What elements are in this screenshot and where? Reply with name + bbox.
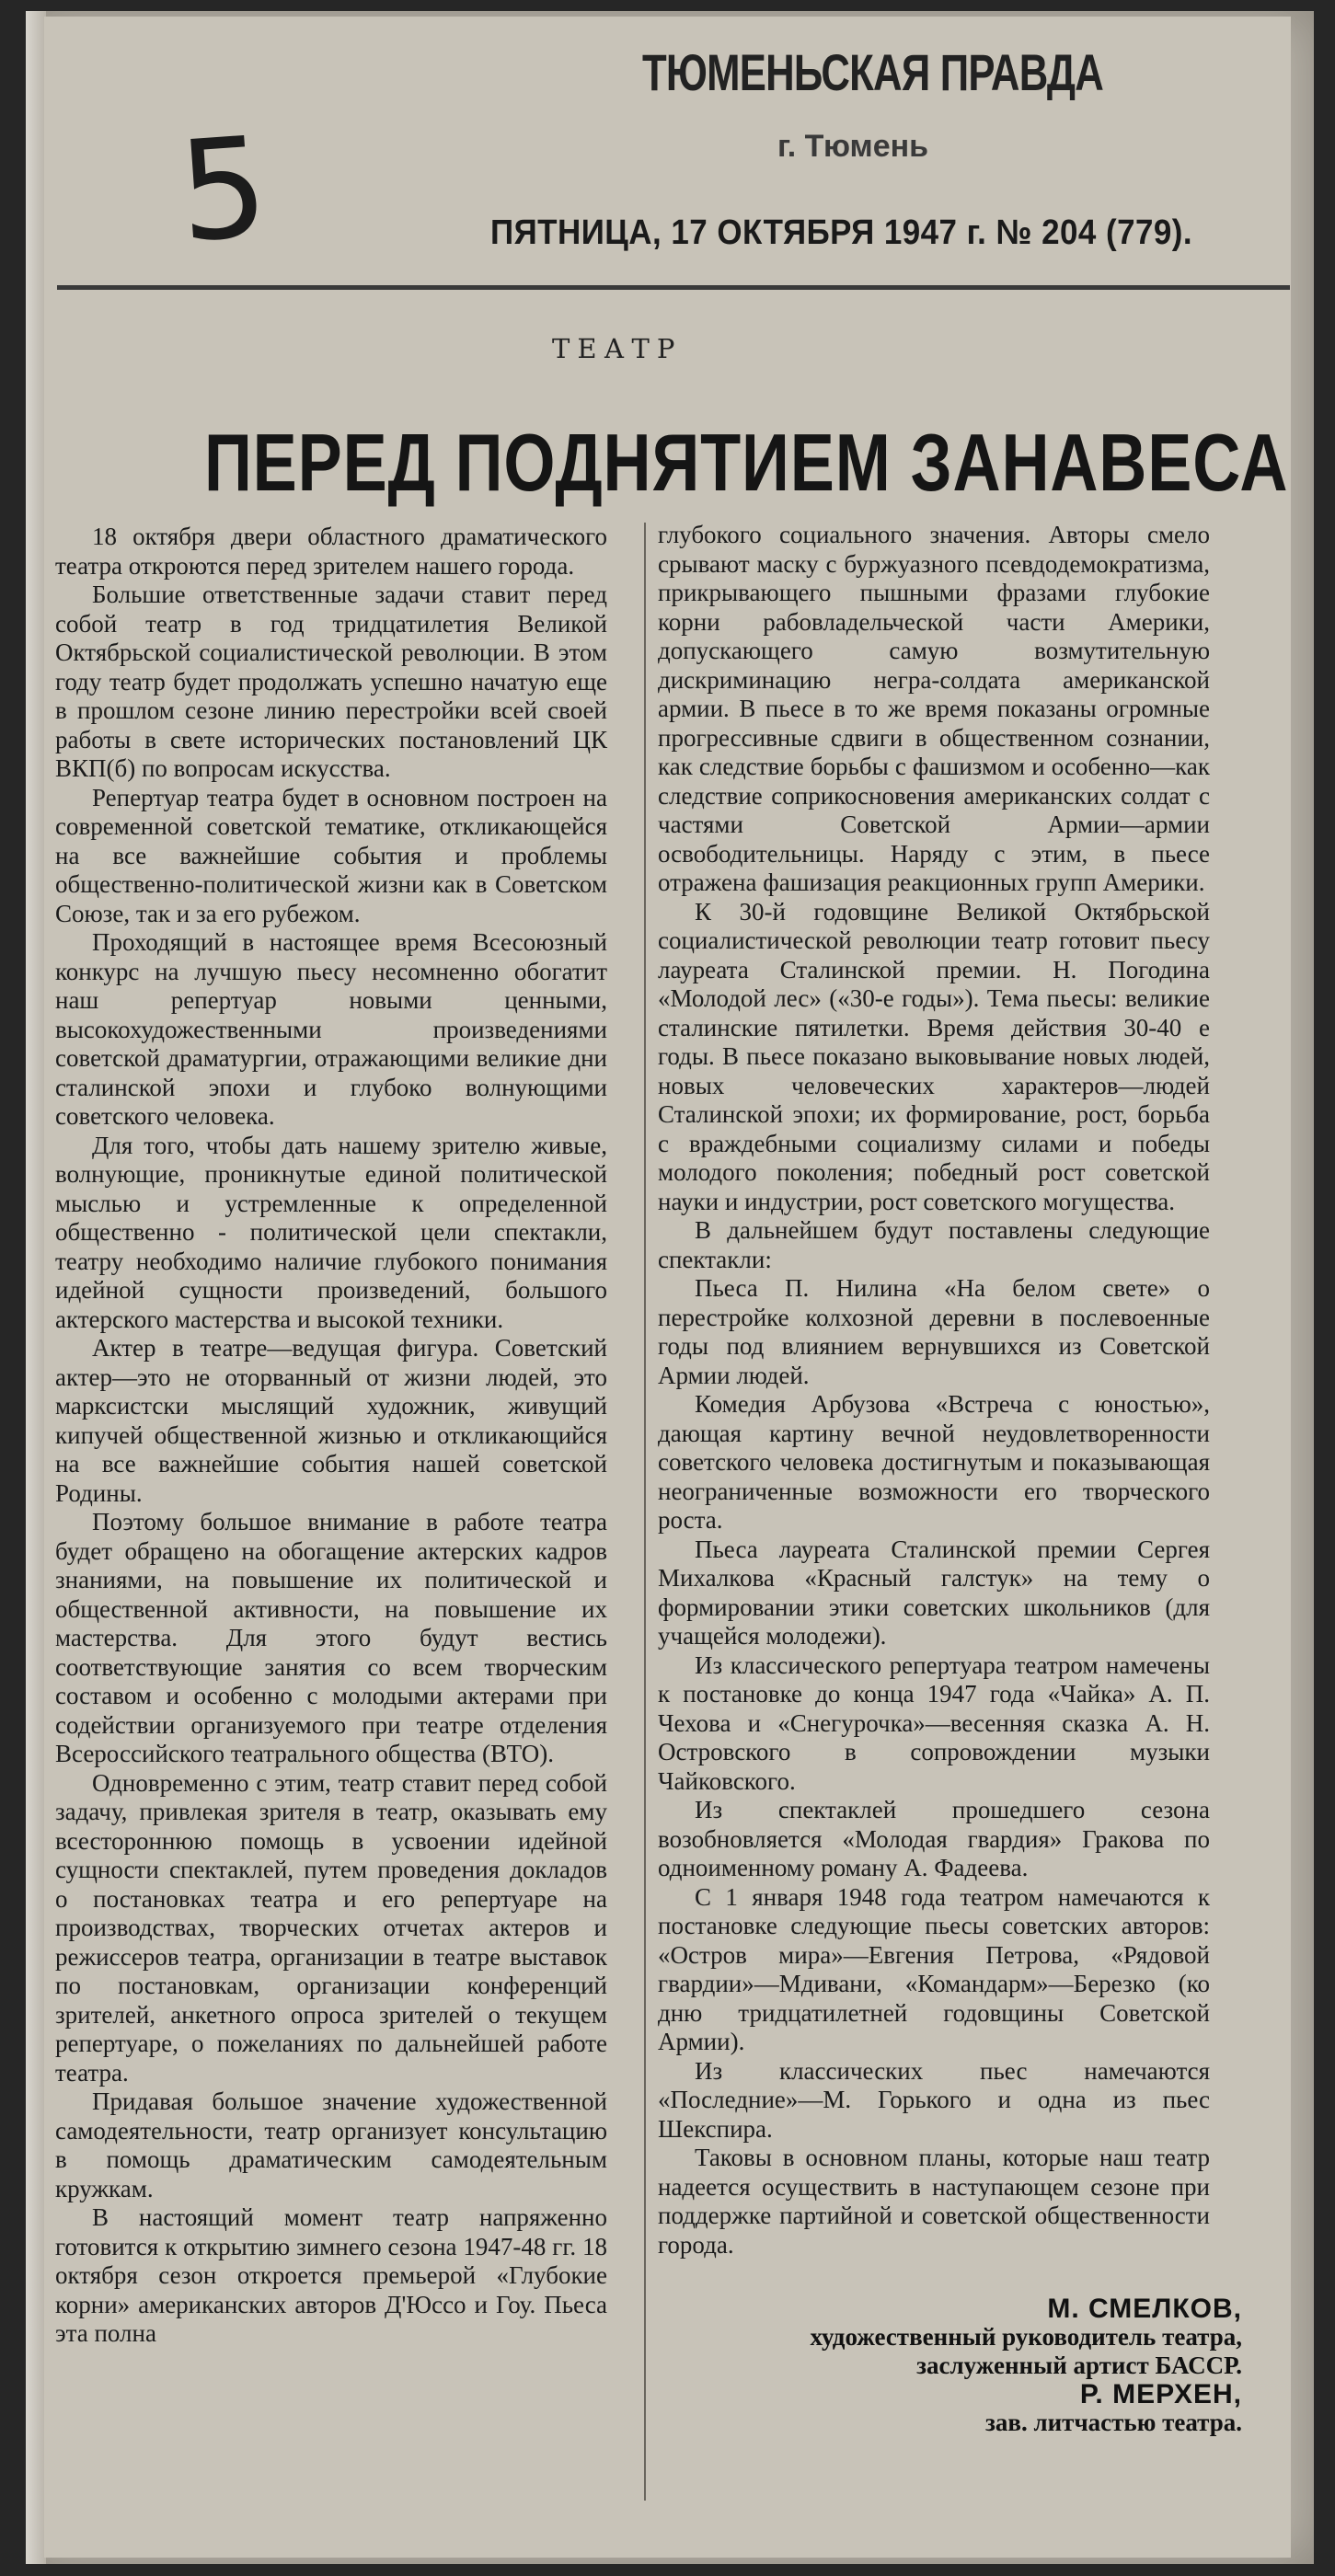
paragraph: 18 октября двери областного драматического театра откроются перед зрителем нашего города. [55,523,607,580]
city-line: г. Тюмень [777,129,929,164]
section-label: ТЕАТР [552,333,683,364]
paragraph: Репертуар театра будет в основном построен на современной советской тематике, откликающейся на все важнейшие события и проблемы общественно-политической жизни как в Советском Союзе, так и за его рубежом. [55,783,607,927]
paragraph: С 1 января 1948 года театром намечаются к постановке следующие пьесы советских авторов: «Остров мира»—Евгения Петрова, «Рядовой гвардии»—Мдивани, «Командарм»—Березко (ко дню тридцатилетней годовщины Советской Армии). [658,1882,1210,2055]
dateline: ПЯТНИЦА, 17 ОКТЯБРЯ 1947 г. № 204 (779). [490,213,1193,252]
paragraph: В дальнейшем будут поставлены следующие спектакли: [658,1216,1210,1273]
header-rule [57,285,1290,290]
clipping-edge [26,11,46,2564]
paragraph: Из классических пьес намечаются «Последние»—М. Горького и одна из пьес Шекспира. [658,2056,1210,2143]
article-left-column [55,523,607,2349]
author-name: М. СМЕЛКОВ, [1047,2294,1242,2324]
author-title: заслуженный артист БАССР. [916,2352,1242,2379]
article-right-column [658,521,1210,2260]
paragraph: Пьеса лауреата Сталинской премии Сергея Михалкова «Красный галстук» на тему о формировании этики советских школьников (для учащейся молодежи). [658,1535,1210,1650]
column-divider [644,523,646,2501]
article-headline: ПЕРЕД ПОДНЯТИЕМ ЗАНАВЕСА [204,417,1289,508]
paragraph: Проходящий в настоящее время Всесоюзный конкурс на лучшую пьесу несомненно обогатит наш репертуар новыми ценными, высокохудожественными произведениями советской драматургии, отражающими великие дни сталинской эпохи и глубоко волнующими советского человека. [55,928,607,1130]
paragraph: В настоящий момент театр напряженно готовится к открытию зимнего сезона 1947-48 гг. 18 октября сезон откроется премьерой «Глубокие корни» американских авторов Д'Юссо и Гоу. Пьеса эта полна [55,2203,607,2347]
paragraph: Комедия Арбузова «Встреча с юностью», дающая картину вечной неудовлетворенности советского человека достигнутым и показывающая неограниченные возможности его творческого роста. [658,1390,1210,1534]
paragraph: Из классического репертуара театром намечены к постановке до конца 1947 года «Чайка» А. П. Чехова и «Снегурочка»—весенняя сказка А. Н. Островского в сопровождении музыки Чайковского. [658,1650,1210,1795]
paragraph: Одновременно с этим, театр ставит перед собой задачу, привлекая зрителя в театр, оказывать ему всестороннюю помощь в усвоении идейной сущности спектаклей, путем проведения докладов о постановках театра и его репертуаре на производствах, творческих отчетах актеров и режиссеров театра, организации в театре выставок по постановкам, организации конференций зрителей, анкетного опроса зрителей о текущем репертуаре, о пожеланиях по дальнейшей работе театра. [55,1768,607,2087]
paragraph: Пьеса П. Нилина «На белом свете» о перестройке колхозной деревни в послевоенные годы под влиянием вернувшихся из Советской Армии людей. [658,1274,1210,1389]
paragraph: Из спектаклей прошедшего сезона возобновляется «Молодая гвардия» Гракова по одноименному роману А. Фадеева. [658,1796,1210,1881]
signature-block [662,2294,1242,2437]
paragraph: К 30-й годовщине Великой Октябрьской социалистической революции театр готовит пьесу лауреата Сталинской премии. Н. Погодина «Молодой лес» («30-е годы»). Тема пьесы: великие сталинские пятилетки. Время действия 30-40 е годы. В пьесе показано выковывание новых людей, новых человеческих характеров—людей Сталинской эпохи; их формирование, рост, борьба с враждебными социализму силами и победы молодого поколения; победный рост советской науки и индустрии, рост советского могущества. [658,897,1210,1215]
paragraph: Актер в театре—ведущая фигура. Советский актер—это не оторванный от жизни людей, это марксистски мыслящий художник, живущий кипучей общественной жизнью и откликающийся на все важнейшие события нашей советской Родины. [55,1334,607,1507]
paragraph: глубокого социального значения. Авторы смело срывают маску с буржуазного псевдодемократизма, прикрывающего пышными фразами глубокие корни рабовладельческой части Америки, допускающего самую возмутительную дискриминацию негра-солдата американской армии. В пьесе в то же время показаны огромные прогрессивные сдвиги в общественном сознании, как следствие борьбы с фашизмом и особенно—как следствие соприкосновения американских солдат с частями Советской Армии—армии освободительницы. Наряду с этим, в пьесе отражена фашизация реакционных групп Америки. [658,521,1210,896]
paragraph: Большие ответственные задачи ставит перед собой театр в год тридцатилетия Великой Октябрьской социалистической революции. В этом году театр будет продолжать успешно начатую еще в прошлом сезоне линию перестройки всей своей работы в свете исторических постановлений ЦК ВКП(б) по вопросам искусства. [55,581,607,782]
paragraph: Для того, чтобы дать нашему зрителю живые, волнующие, проникнутые единой политической мыслью и устремленные к определенной общественно - политической цели спектакли, театру необходимо наличие глубокого понимания идейной сущности произведений, большого актерского мастерства и высокой техники. [55,1131,607,1333]
author-name: Р. МЕРХЕН, [1079,2379,1242,2409]
paragraph: Придавая большое значение художественной самодеятельности, театр организует консультацию в помощь драматическим самодеятельным кружкам. [55,2087,607,2202]
author-title: зав. литчастью театра. [985,2409,1242,2436]
handwritten-mark: 5 [174,107,273,274]
masthead: ТЮМЕНЬСКАЯ ПРАВДА [642,43,1103,101]
paragraph: Поэтому большое внимание в работе театра будет обращено на обогащение актерских кадров знаниями, на повышение их политической и общественной активности, на повышение их мастерства. Для этого будут вестись соответствующие занятия со всем творческим составом и особенно с молодыми актерами при содействии организуемого при театре отделения Всероссийского театрального общества (ВТО). [55,1508,607,1767]
paragraph: Таковы в основном планы, которые наш театр надеется осуществить в наступающем сезоне при поддержке партийной и советской общественности города. [658,2144,1210,2259]
author-title: художественный руководитель театра, [810,2323,1242,2351]
